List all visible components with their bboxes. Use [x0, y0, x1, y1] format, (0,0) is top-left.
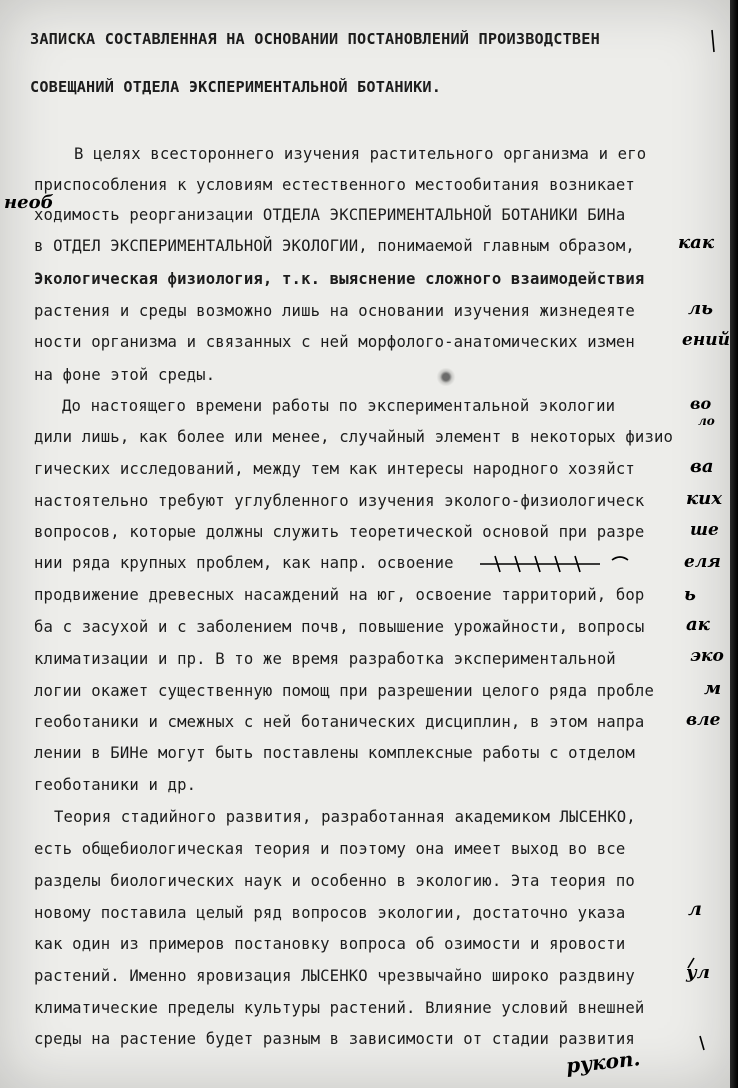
handwritten-note: как — [678, 232, 715, 253]
body-line: продвижение древесных насаждений на юг, освоение тарриторий, бор — [34, 586, 645, 604]
handwritten-note: ва — [690, 456, 714, 477]
body-line: лении в БИНе могут быть поставлены комплексные работы с отделом — [34, 744, 635, 762]
body-line: климатические пределы культуры растений. Влияние условий внешней — [34, 999, 645, 1017]
body-line: новому поставила целый ряд вопросов экологии, достаточно указа — [34, 904, 626, 922]
body-line: Теория стадийного развития, разработанная академиком ЛЫСЕНКО, — [54, 808, 636, 826]
body-line: геоботаники и др. — [34, 776, 197, 794]
handwritten-note: еля — [684, 552, 721, 572]
body-line: Экологическая физиология, т.к. выяснение сложного взаимодействия — [34, 270, 645, 288]
body-line: В целях всестороннего изучения растительного организма и его — [74, 145, 647, 163]
body-line: разделы биологических наук и особенно в экологию. Эта теория по — [34, 872, 635, 890]
body-line: приспособления к условиям естественного местообитания возникает — [34, 176, 635, 194]
handwritten-note: л — [688, 898, 702, 920]
body-line: дили лишь, как более или менее, случайный элемент в некоторых физио — [34, 428, 674, 446]
body-line: вопросов, которые должны служить теоретической основой при разре — [34, 523, 645, 541]
body-line: есть общебиологическая теория и поэтому она имеет выход во все — [34, 840, 626, 858]
body-line: растений. Именно яровизация ЛЫСЕНКО чрезвычайно широко раздвину — [34, 967, 635, 985]
body-line: До настоящего времени работы по экспериментальной экологии — [62, 397, 616, 415]
handwritten-note: ул — [686, 962, 710, 983]
body-line: ходимость реорганизации ОТДЕЛА ЭКСПЕРИМЕНТАЛЬНОЙ БОТАНИКИ БИНа — [34, 206, 626, 224]
body-line: гических исследований, между тем как интересы народного хозяйст — [34, 460, 635, 478]
body-line: растения и среды возможно лишь на основании изучения жизнедеяте — [34, 302, 635, 320]
handwritten-note: м — [704, 678, 722, 699]
handwritten-note: ений — [682, 330, 730, 350]
document-title-line-1: ЗАПИСКА СОСТАВЛЕННАЯ НА ОСНОВАНИИ ПОСТАНОВЛЕНИЙ ПРОИЗВОДСТВЕН — [30, 30, 600, 48]
body-line: геоботаники и смежных с ней ботанических дисциплин, в этом напра — [34, 713, 645, 731]
body-line: ности организма и связанных с ней морфолого-анатомических измен — [34, 333, 635, 351]
handwritten-note: ль — [688, 298, 714, 319]
handwritten-note: ь — [684, 584, 696, 605]
handwritten-note: ше — [690, 520, 719, 540]
handwritten-note: рукоп. — [564, 1046, 642, 1078]
handwritten-note: эко — [690, 646, 724, 666]
body-line: среды на растение будет разным в зависимости от стадии развития — [34, 1030, 635, 1048]
handwritten-note: ких — [686, 488, 722, 509]
scan-edge — [730, 0, 738, 1088]
handwritten-note: необ — [4, 192, 54, 213]
body-line: ба с засухой и с заболением почв, повышение урожайности, вопросы — [34, 618, 645, 636]
body-line: как один из примеров постановку вопроса об озимости и яровости — [34, 935, 626, 953]
body-line: на фоне этой среды. — [34, 366, 216, 384]
body-line: в ОТДЕЛ ЭКСПЕРИМЕНТАЛЬНОЙ ЭКОЛОГИИ, понимаемой главным образом, — [34, 237, 635, 255]
document-title-line-2: СОВЕЩАНИЙ ОТДЕЛА ЭКСПЕРИМЕНТАЛЬНОЙ БОТАНИКИ. — [30, 78, 442, 96]
handwritten-note: вле — [686, 710, 721, 730]
body-line: настоятельно требуют углубленного изучения эколого-физиологическ — [34, 492, 645, 510]
ink-smudge — [436, 368, 456, 386]
handwritten-note: во — [690, 394, 712, 413]
handwritten-note: ак — [686, 614, 710, 635]
body-line: логии окажет существенную помощ при разрешении целого ряда пробле — [34, 682, 654, 700]
handwritten-note: ло — [698, 414, 715, 428]
body-line: нии ряда крупных проблем, как напр. освоение — [34, 554, 454, 572]
body-line: климатизации и пр. В то же время разработка экспериментальной — [34, 650, 616, 668]
